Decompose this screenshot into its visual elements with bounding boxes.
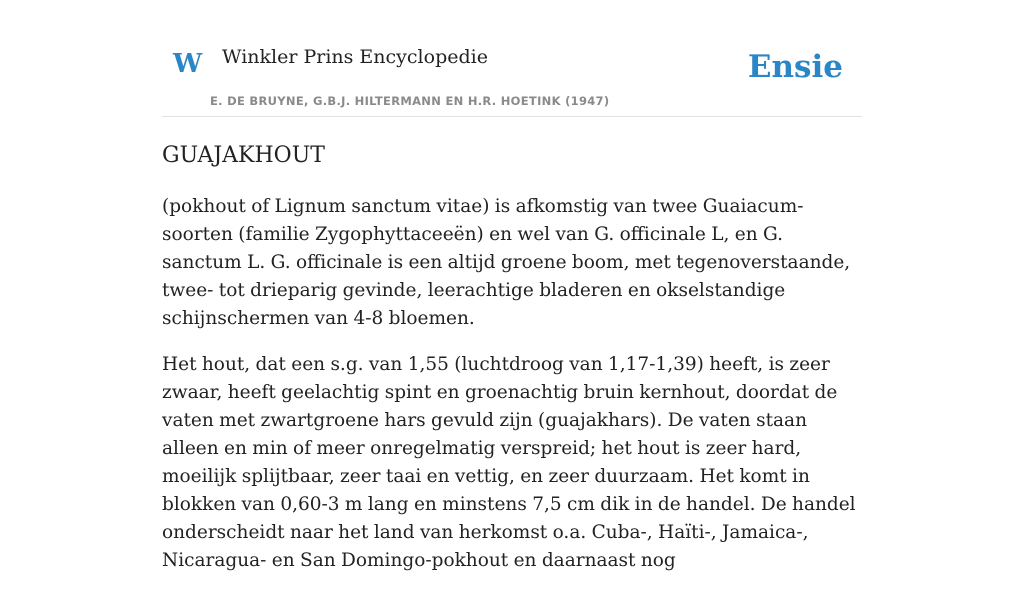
article-body [162, 193, 862, 575]
page [162, 0, 862, 593]
article-headword: GUAJAKHOUT [162, 143, 325, 168]
article-paragraph: Het hout, dat een s.g. van 1,55 (luchtdroog van 1,17-1,39) heeft, is zeer zwaar, heeft geelachtig spint en groenachtig bruin kernhout, doordat de vaten met zwartgroene hars gevuld zijn (guajakhars). De vaten staan alleen en min of meer onregelmatig verspreid; het hout is zeer hard, moeilijk splijtbaar, zeer taai en vettig, en zeer duurzaam. Het komt in blokken van 0,60-3 m lang en minstens 7,5 cm dik in de handel. De handel onderscheidt naar het land van herkomst o.a. Cuba-, Haïti-, Jamaica-, Nicaragua- en San Domingo-pokhout en daarnaast nog [162, 354, 856, 572]
publication-title[interactable]: Winkler Prins Encyclopedie [222, 46, 488, 68]
article-paragraph: (pokhout of Lignum sanctum vitae) is afkomstig van twee Guaiacum-soorten (familie Zygophyttaceeën) en wel van G. officinale L, en G. sanctum L. G. officinale is een altijd groene boom, met tegenoverstaande, twee- tot drieparig gevinde, leerachtige bladeren en okselstandige schijnschermen van 4-8 bloemen. [162, 196, 851, 330]
header [162, 0, 862, 117]
brand-logo-link[interactable]: Ensie [747, 49, 843, 85]
publication-authors: E. DE BRUYNE, G.B.J. HILTERMANN EN H.R. HOETINK (1947) [210, 94, 610, 108]
publication-logo[interactable]: W [173, 49, 203, 79]
